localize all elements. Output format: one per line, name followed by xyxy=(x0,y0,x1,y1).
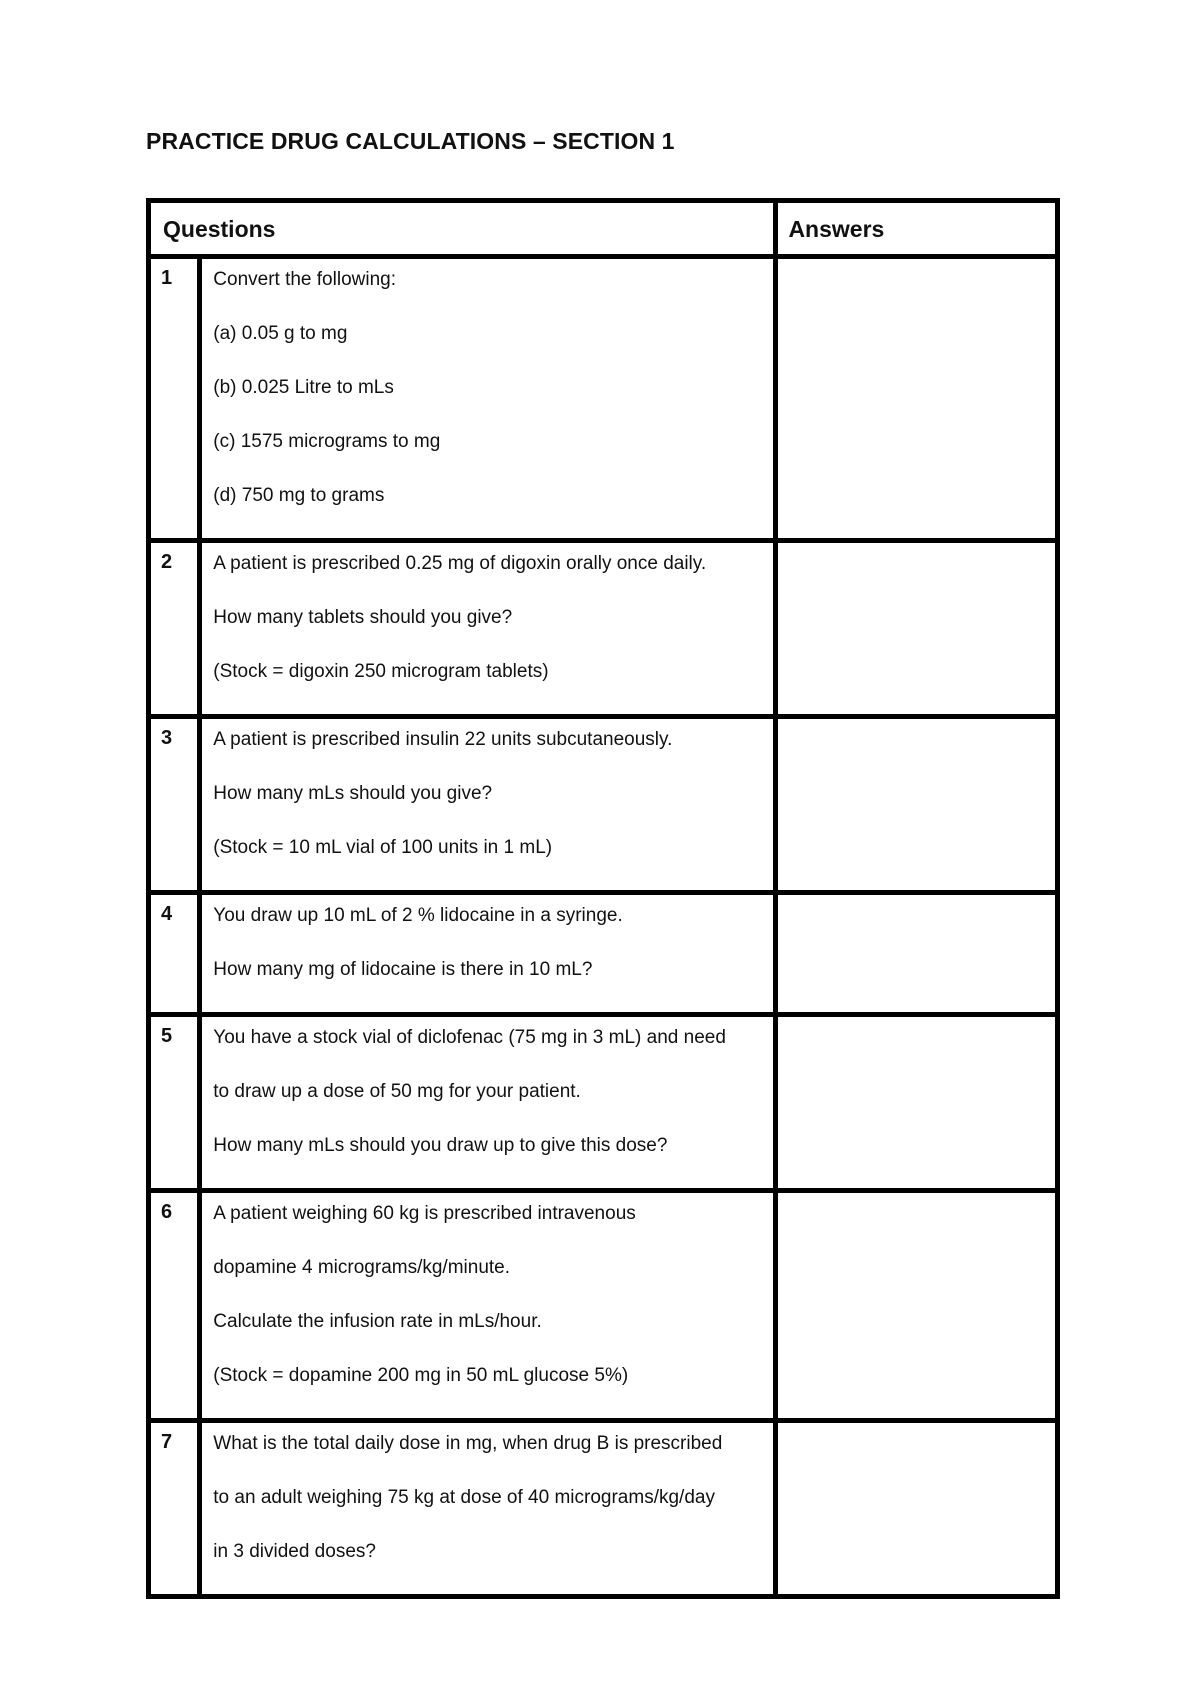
question-text xyxy=(200,1015,776,1191)
question-line: (b) 0.025 Litre to mLs xyxy=(213,377,394,398)
question-text xyxy=(200,717,776,893)
question-text xyxy=(200,1421,776,1597)
question-text xyxy=(200,541,776,717)
question-number: 4 xyxy=(149,893,200,1015)
question-line: How many mLs should you draw up to give this dose? xyxy=(213,1135,668,1156)
question-row-3 xyxy=(149,717,1058,893)
question-row-4 xyxy=(149,893,1058,1015)
question-line: A patient is prescribed 0.25 mg of digoxin orally once daily. xyxy=(213,553,707,574)
answer-cell-2[interactable] xyxy=(776,541,1058,717)
answers-header: Answers xyxy=(776,201,1058,257)
question-number: 3 xyxy=(149,717,200,893)
question-row-6 xyxy=(149,1191,1058,1421)
answer-cell-7[interactable] xyxy=(776,1421,1058,1597)
question-line: How many tablets should you give? xyxy=(213,607,513,628)
question-row-1 xyxy=(149,257,1058,541)
question-row-5 xyxy=(149,1015,1058,1191)
question-text xyxy=(200,893,776,1015)
question-number: 5 xyxy=(149,1015,200,1191)
questions-header: Questions xyxy=(149,201,776,257)
question-line: How many mLs should you give? xyxy=(213,783,493,804)
question-line: (c) 1575 micrograms to mg xyxy=(213,431,441,452)
answer-cell-5[interactable] xyxy=(776,1015,1058,1191)
answer-cell-4[interactable] xyxy=(776,893,1058,1015)
question-line: You have a stock vial of diclofenac (75 mg in 3 mL) and need xyxy=(213,1027,726,1048)
questions-table xyxy=(146,198,1060,1599)
question-line: Convert the following: xyxy=(213,269,396,290)
question-line: You draw up 10 mL of 2 % lidocaine in a syringe. xyxy=(213,905,623,926)
question-text xyxy=(200,257,776,541)
answer-cell-6[interactable] xyxy=(776,1191,1058,1421)
question-text xyxy=(200,1191,776,1421)
table-header-row xyxy=(149,201,1058,257)
question-number: 1 xyxy=(149,257,200,541)
question-number: 7 xyxy=(149,1421,200,1597)
question-number: 6 xyxy=(149,1191,200,1421)
page-title: PRACTICE DRUG CALCULATIONS – SECTION 1 xyxy=(146,128,675,154)
question-line: (Stock = digoxin 250 microgram tablets) xyxy=(213,661,549,682)
question-line: What is the total daily dose in mg, when drug B is prescribed xyxy=(213,1433,723,1454)
question-line: to an adult weighing 75 kg at dose of 40 micrograms/kg/day xyxy=(213,1487,715,1508)
question-line: to draw up a dose of 50 mg for your patient. xyxy=(213,1081,581,1102)
question-row-2 xyxy=(149,541,1058,717)
answer-cell-1[interactable] xyxy=(776,257,1058,541)
question-row-7 xyxy=(149,1421,1058,1597)
question-number: 2 xyxy=(149,541,200,717)
question-line: (Stock = dopamine 200 mg in 50 mL glucose 5%) xyxy=(213,1365,629,1386)
answer-cell-3[interactable] xyxy=(776,717,1058,893)
question-line: A patient weighing 60 kg is prescribed intravenous xyxy=(213,1203,636,1224)
question-line: dopamine 4 micrograms/kg/minute. xyxy=(213,1257,511,1278)
question-line: How many mg of lidocaine is there in 10 mL? xyxy=(213,959,593,980)
question-line: A patient is prescribed insulin 22 units subcutaneously. xyxy=(213,729,673,750)
question-line: (a) 0.05 g to mg xyxy=(213,323,348,344)
question-line: Calculate the infusion rate in mLs/hour. xyxy=(213,1311,542,1332)
question-line: in 3 divided doses? xyxy=(213,1541,376,1562)
question-line: (d) 750 mg to grams xyxy=(213,485,385,506)
question-line: (Stock = 10 mL vial of 100 units in 1 mL) xyxy=(213,837,553,858)
